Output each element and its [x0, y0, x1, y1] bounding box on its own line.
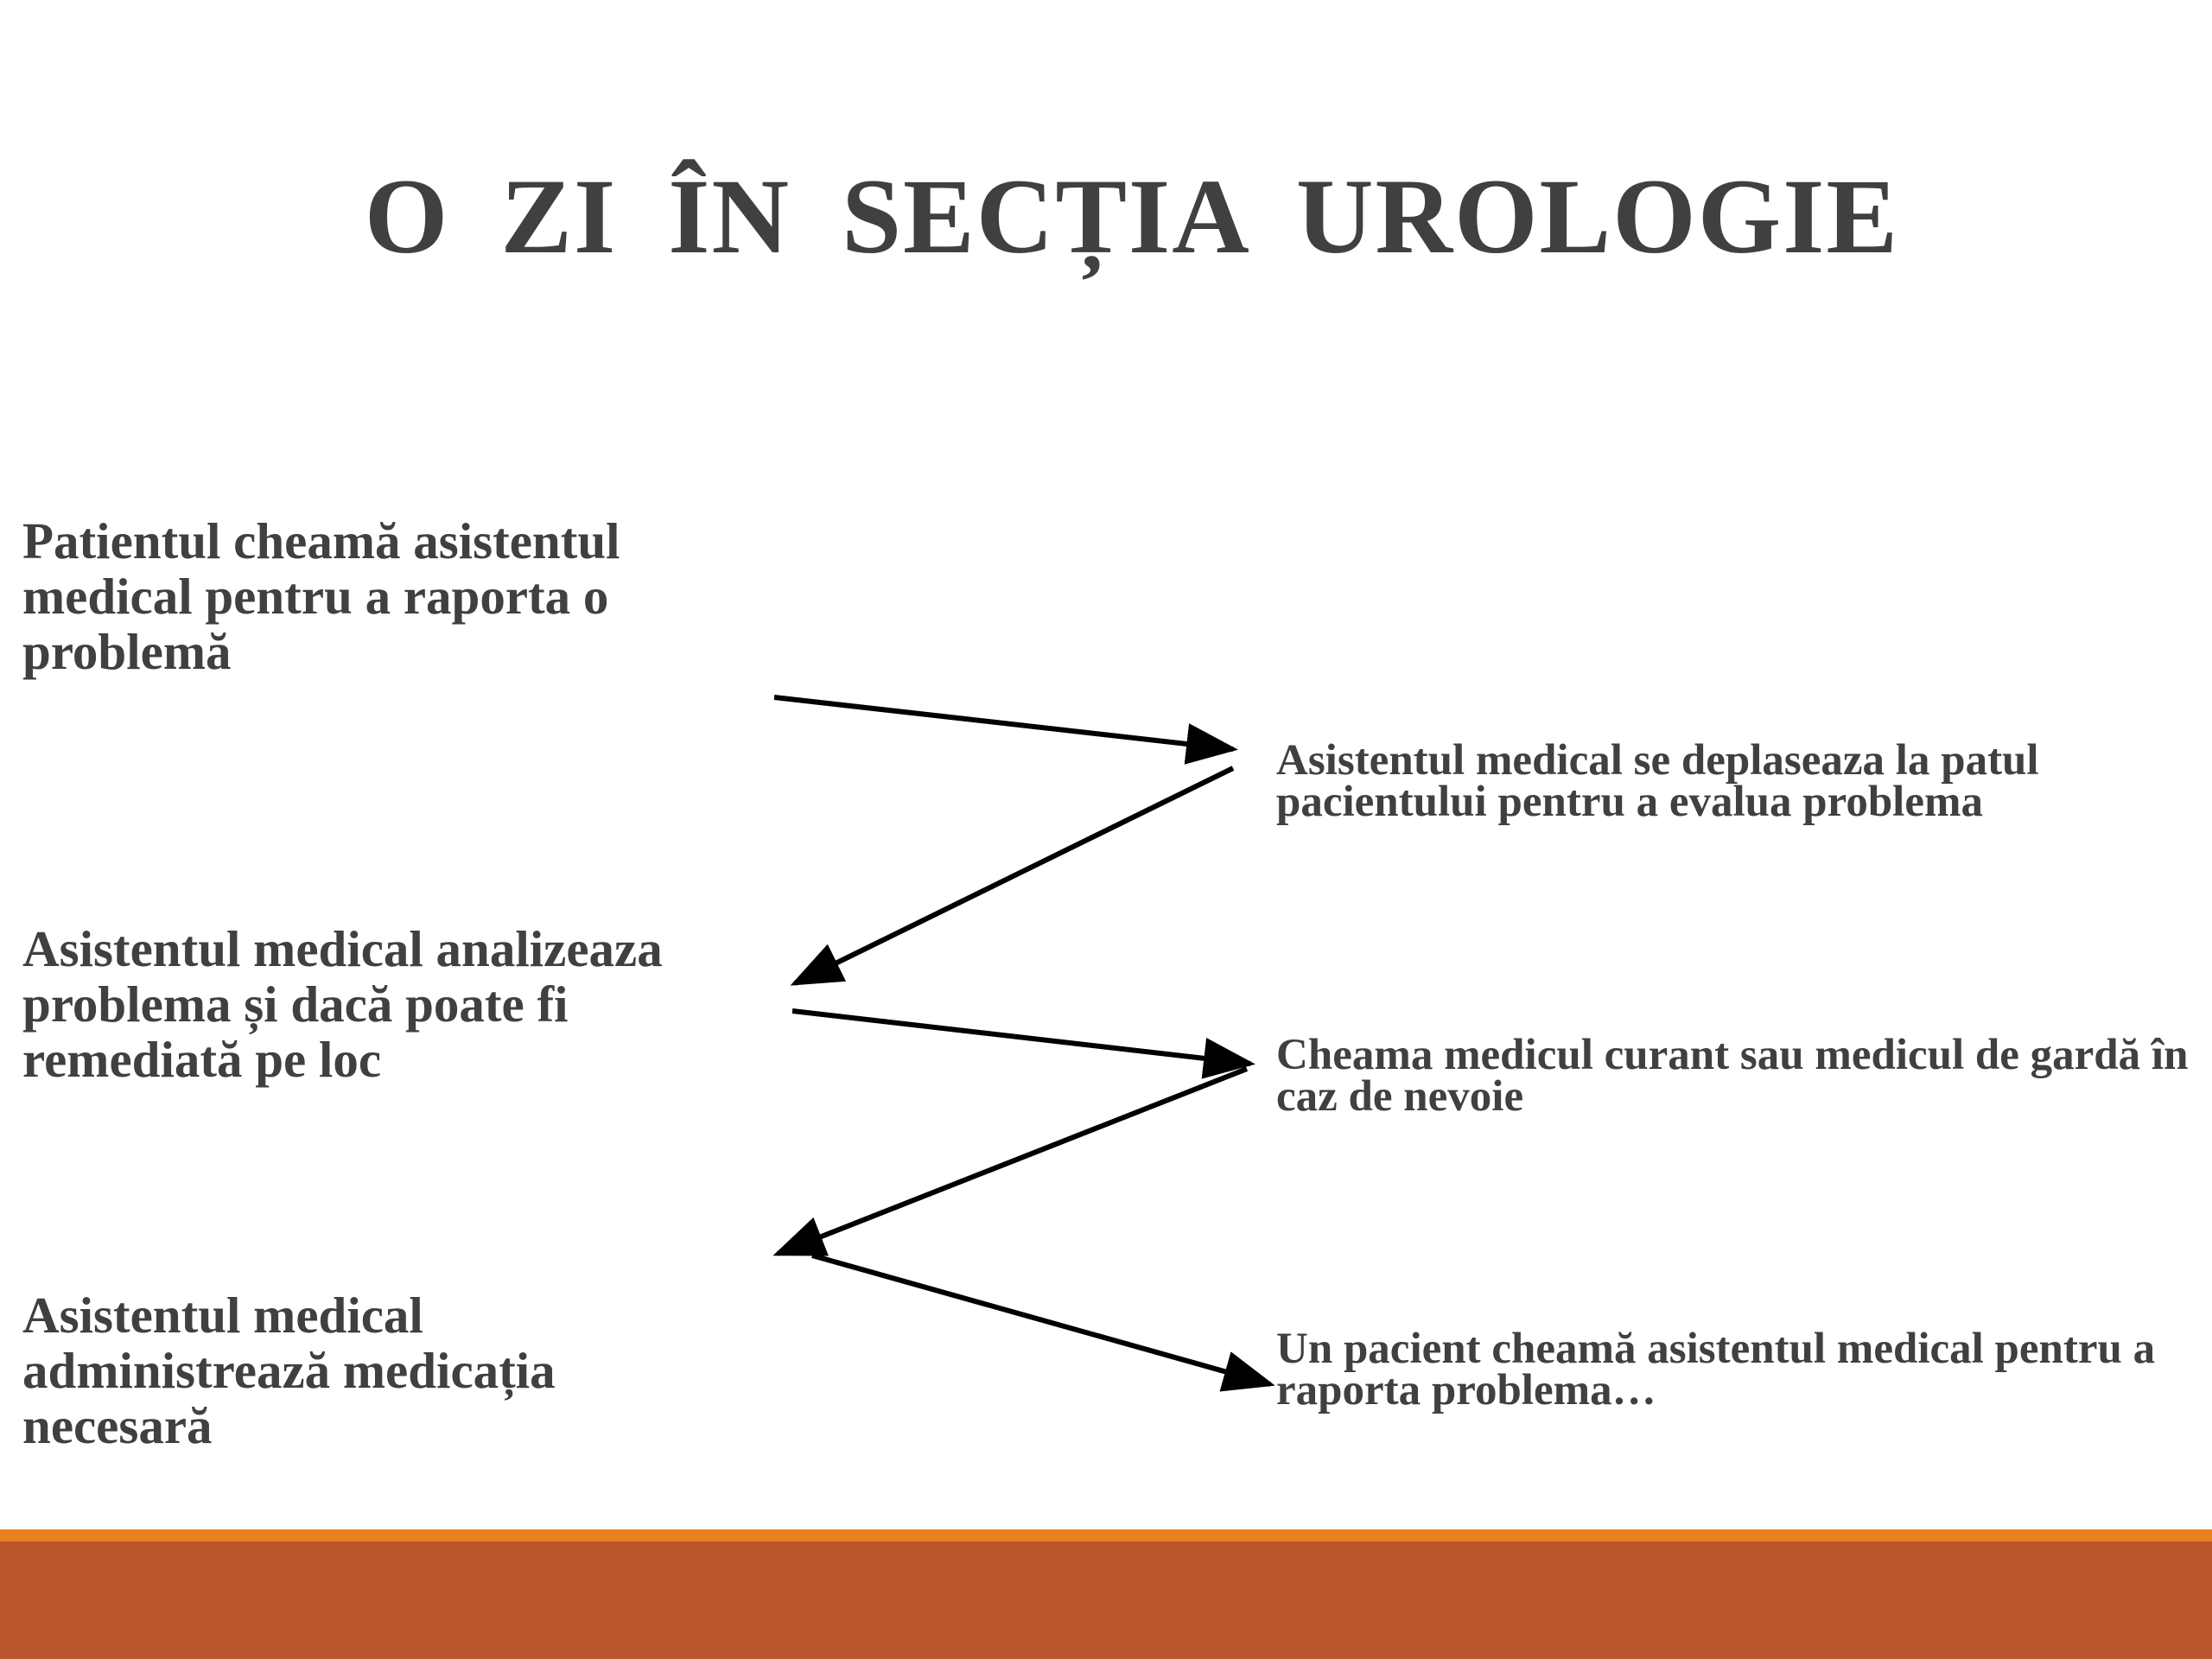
slide-title: O ZI ÎN SECȚIA UROLOGIE: [364, 157, 1900, 276]
footer-band: [0, 1541, 2212, 1659]
arrow-step1-to-step2: [774, 697, 1233, 749]
arrow-step3-to-step4: [792, 1011, 1250, 1064]
flow-step-nurse-administers-medication: Asistentul medical administrează medicația necesară: [22, 1287, 556, 1454]
arrow-step2-to-step3: [795, 768, 1233, 983]
footer-accent-line: [0, 1529, 2212, 1541]
flow-step-next-patient-calls: Un pacient cheamă asistentul medical pentru a raporta problema…: [1276, 1325, 2156, 1414]
flow-step-nurse-analyzes-problem: Asistentul medical analizeaza problema și dacă poate fi remediată pe loc: [22, 920, 663, 1088]
flow-step-nurse-goes-to-bed: Asistentul medical se deplaseaza la patul pacientului pentru a evalua problema: [1276, 736, 2039, 826]
arrow-step4-to-step5: [778, 1069, 1247, 1254]
flow-step-call-doctor: Cheama medicul curant sau medicul de gardă în caz de nevoie: [1276, 1031, 2189, 1121]
flow-step-patient-calls-nurse: Patientul cheamă asistentul medical pentru a raporta o problemă: [22, 512, 620, 680]
arrow-step5-to-step6: [812, 1255, 1270, 1384]
